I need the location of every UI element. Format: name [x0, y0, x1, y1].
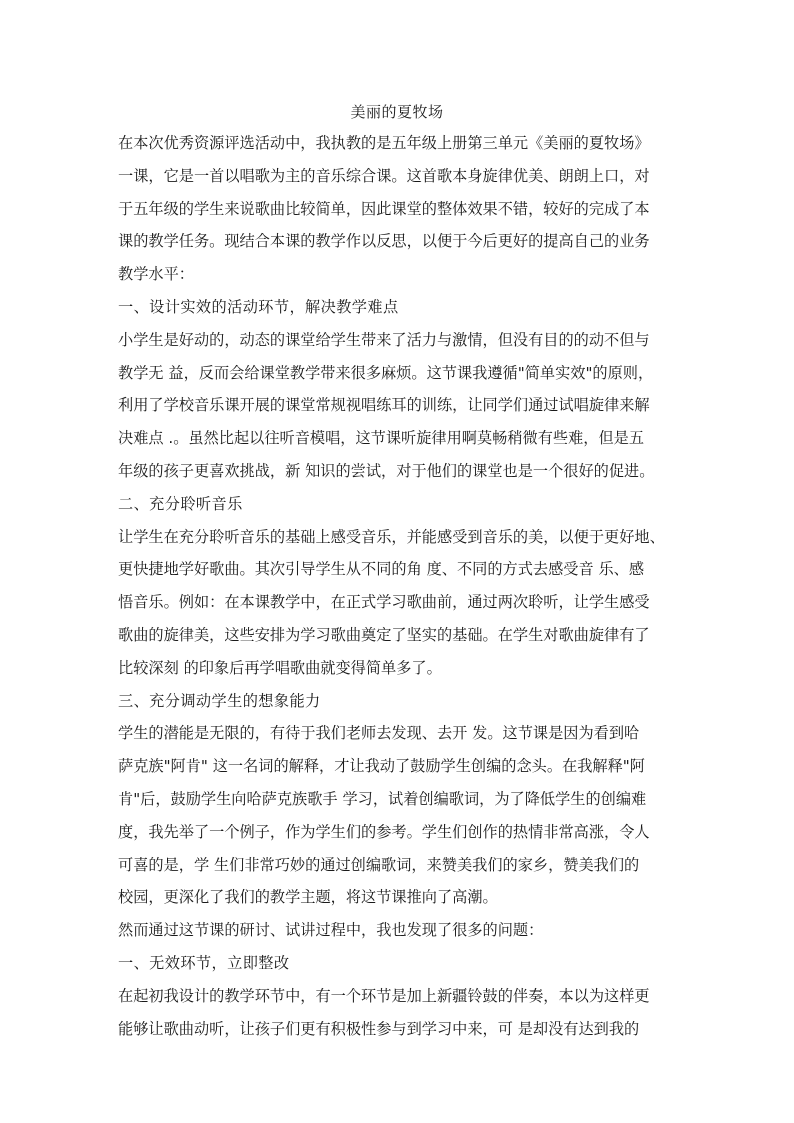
paragraph-line: 度，我先举了一个例子，作为学生们的参考。学生们创作的热情非常高涨，令人: [118, 822, 650, 841]
section-heading: 一、无效环节，立即整改: [118, 953, 290, 972]
paragraph-line: 校园，更深化了我们的教学主题，将这节课推向了高潮。: [118, 888, 498, 907]
paragraph-line: 年级的孩子更喜欢挑战，新 知识的尝试，对于他们的课堂也是一个很好的促进。: [118, 461, 655, 480]
paragraph-line: 肯"后，鼓励学生向哈萨克族歌手 学习，试着创编歌词，为了降低学生的创编难: [118, 789, 647, 808]
paragraph-line: 学生的潜能是无限的，有待于我们老师去发现、去开 发。这节课是因为看到哈: [118, 724, 640, 743]
paragraph-line: 决难点 .。虽然比起以往听音模唱，这节课听旋律用啊莫畅稍微有些难，但是五: [118, 429, 645, 448]
paragraph-line: 能够让歌曲动听，让孩子们更有积极性参与到学习中来，可 是却没有达到我的: [118, 1019, 640, 1038]
paragraph-line: 让学生在充分聆听音乐的基础上感受音乐，并能感受到音乐的美，以便于更好地、: [118, 527, 665, 546]
document-body: [118, 127, 690, 1045]
section-heading: 一、设计实效的活动环节，解决教学难点: [118, 297, 399, 316]
section-heading: 二、充分聆听音乐: [118, 494, 243, 513]
paragraph-line: 在起初我设计的教学环节中，有一个环节是加上新疆铃鼓的伴奏，本以为这样更: [118, 986, 650, 1005]
paragraph-line: 在本次优秀资源评选活动中，我执教的是五年级上册第三单元《美丽的夏牧场》: [118, 134, 650, 152]
paragraph-line: 小学生是好动的，动态的课堂给学生带来了活力与激情，但没有目的的动不但与: [118, 330, 650, 349]
paragraph-line: 然而通过这节课的研讨、试讲过程中，我也发现了很多的问题：: [118, 921, 544, 940]
document-title: 美丽的夏牧场: [350, 103, 444, 121]
paragraph-line: 教学无 益，反而会给课堂教学带来很多麻烦。这节课我遵循"简单实效"的原则，: [118, 363, 654, 382]
section-heading: 三、充分调动学生的想象能力: [118, 691, 321, 710]
paragraph-line: 利用了学校音乐课开展的课堂常规视唱练耳的训练，让同学们通过试唱旋律来解: [118, 396, 650, 415]
paragraph-line: 可喜的是，学 生们非常巧妙的通过创编歌词，来赞美我们的家乡，赞美我们的: [118, 855, 640, 874]
paragraph-line: 于五年级的学生来说歌曲比较简单，因此课堂的整体效果不错，较好的完成了本: [118, 199, 650, 218]
paragraph-line: 教学水平：: [118, 265, 194, 284]
paragraph-line: 比较深刻 的印象后再学唱歌曲就变得简单多了。: [118, 658, 442, 677]
paragraph-line: 课的教学任务。现结合本课的教学作以反思，以便于今后更好的提高自己的业务: [118, 232, 650, 251]
paragraph-line: 一课，它是一首以唱歌为主的音乐综合课。这首歌本身旋律优美、朗朗上口，对: [118, 166, 650, 185]
paragraph-line: 歌曲的旋律美，这些安排为学习歌曲奠定了坚实的基础。在学生对歌曲旋律有了: [118, 625, 650, 644]
paragraph-line: 更快捷地学好歌曲。其次引导学生从不同的角 度、不同的方式去感受音 乐、感: [118, 560, 645, 579]
paragraph-line: 悟音乐。例如：在本课教学中，在正式学习歌曲前，通过两次聆听，让学生感受: [118, 593, 650, 612]
paragraph-line: 萨克族"阿肯" 这一名词的解释，才让我动了鼓励学生创编的念头。在我解释"阿: [118, 757, 645, 776]
